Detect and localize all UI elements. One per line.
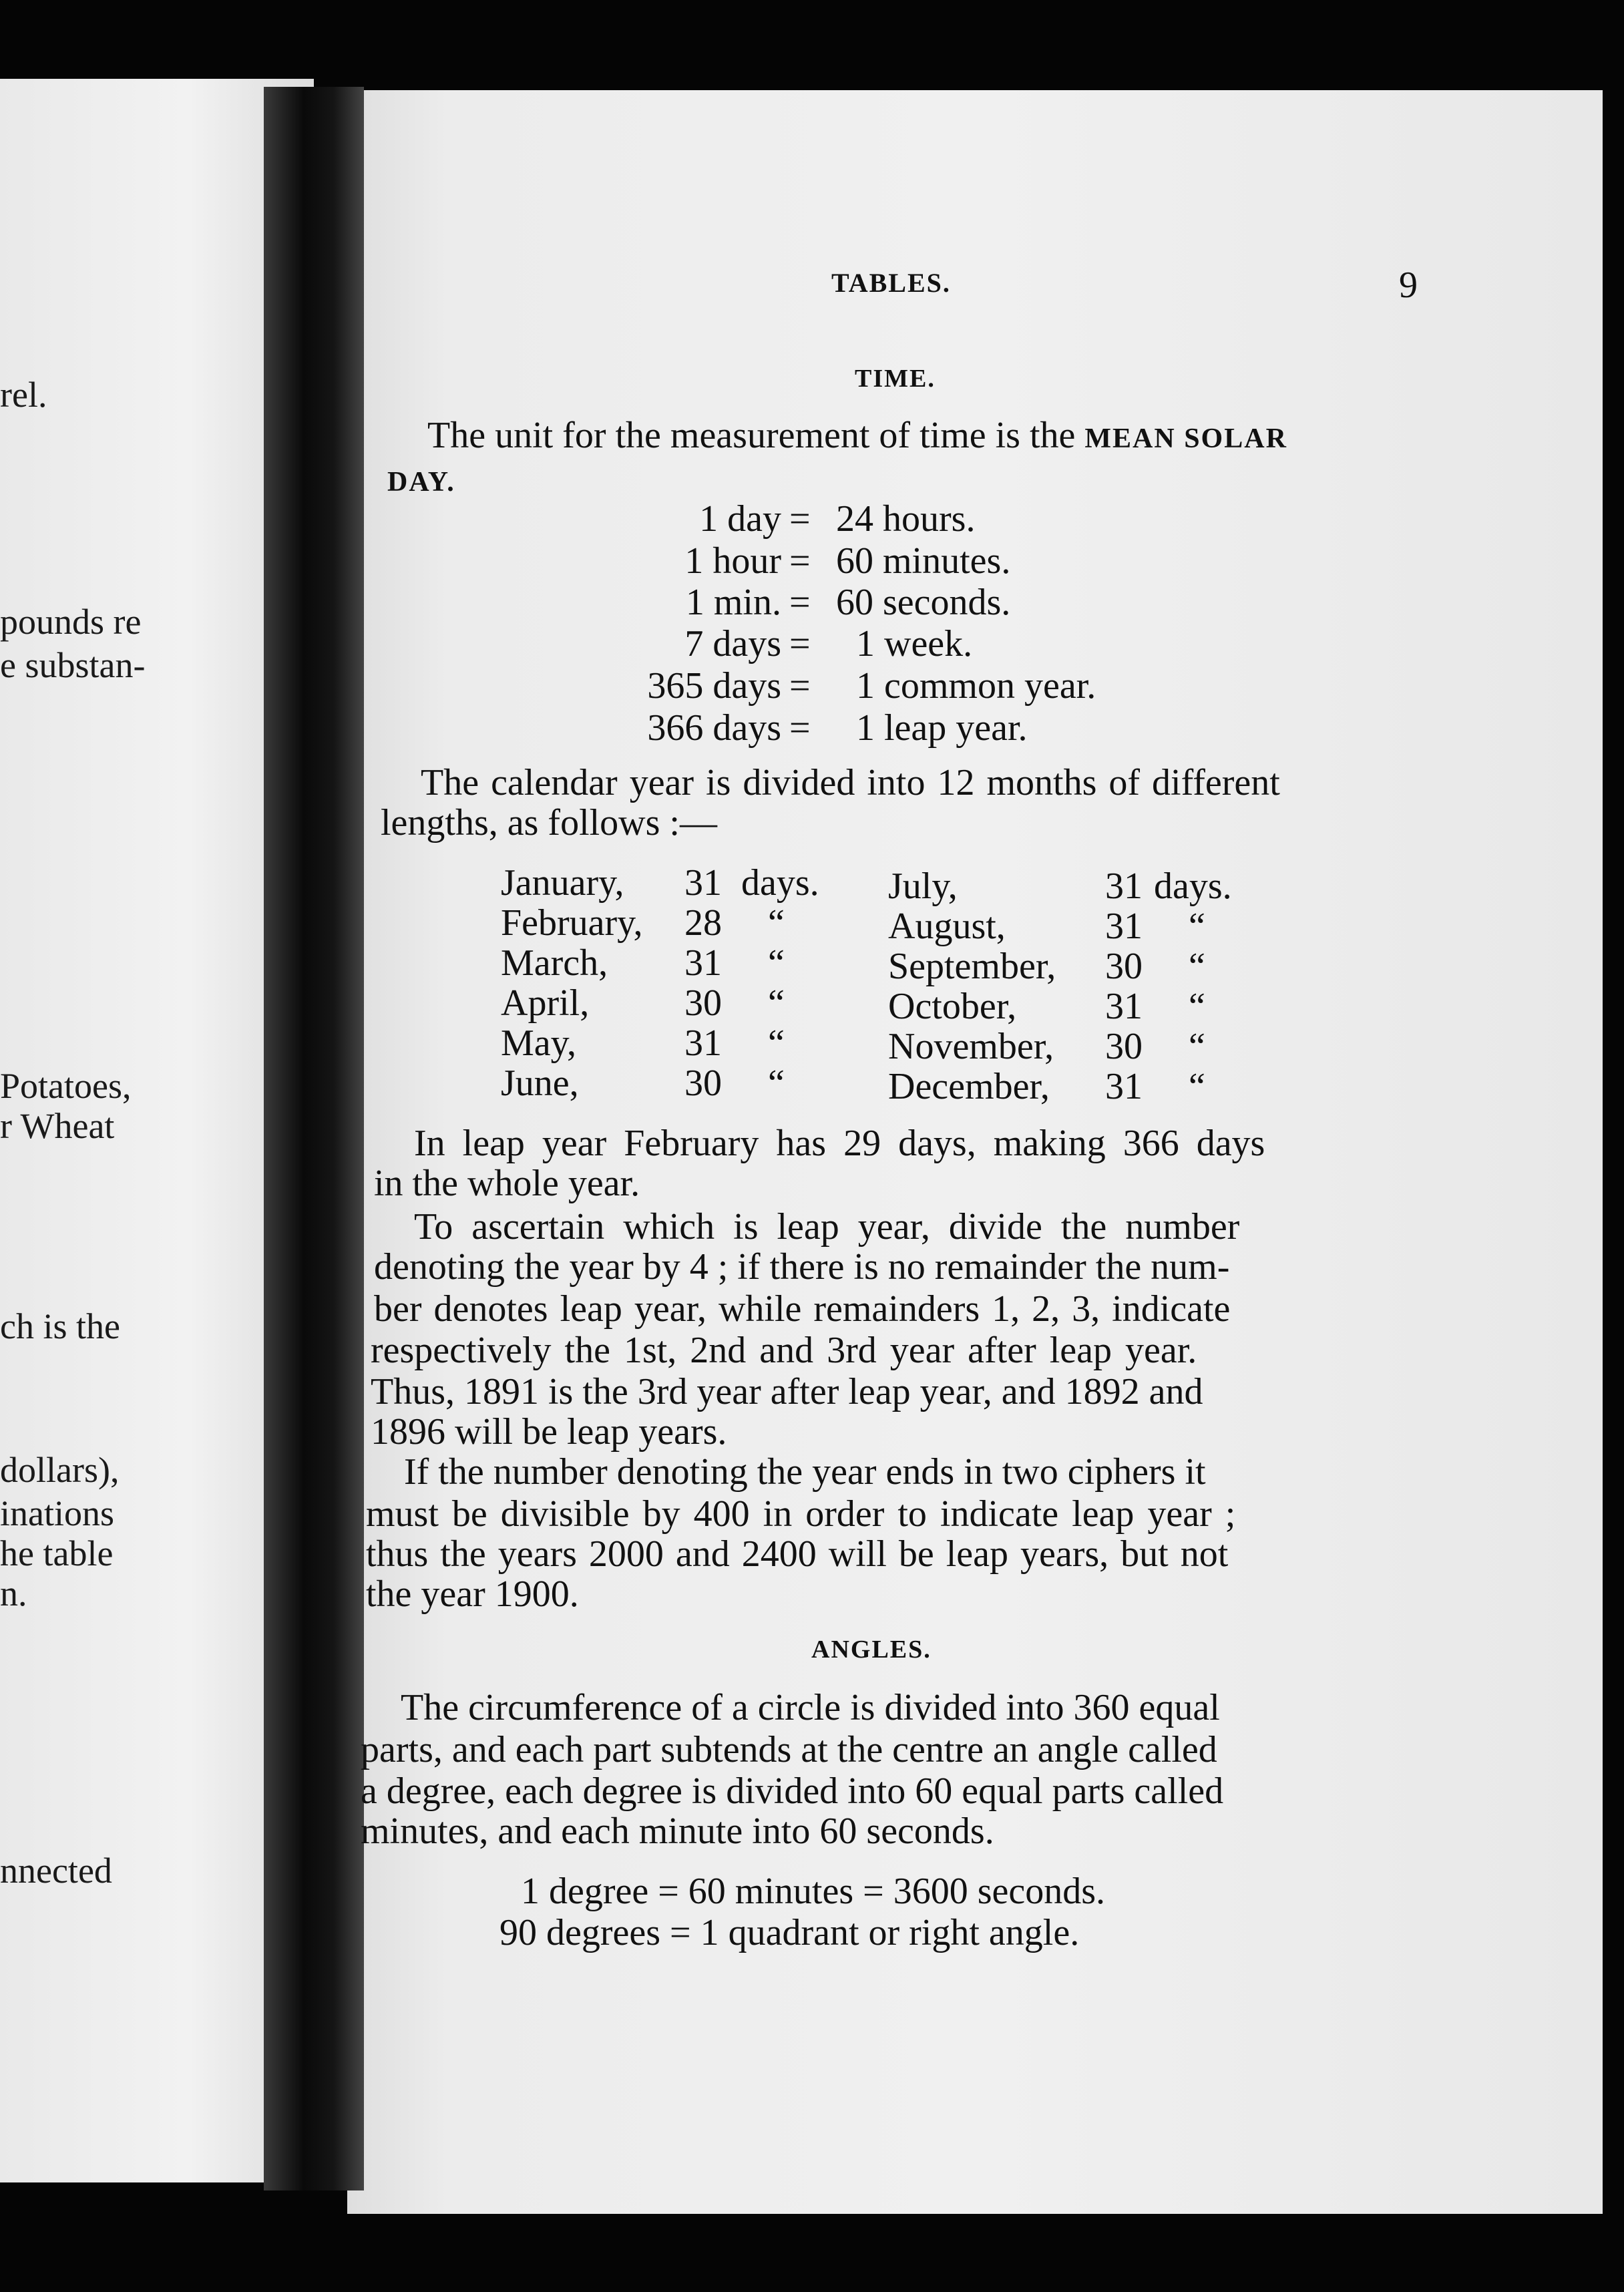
angle-equation-1: 1 degree = 60 minutes = 3600 seconds. [521,1871,1105,1912]
month-days: 31 [1105,986,1143,1027]
equiv-right: 1 week. [856,623,973,664]
left-fragment: dollars), [0,1450,120,1490]
ditto-mark: “ [1189,946,1205,987]
month-days: 30 [1105,946,1143,987]
left-fragment: e substan- [0,645,146,685]
text-line: in the whole year. [374,1163,640,1204]
text-line: thus the years 2000 and 2400 will be leap years, but not [366,1533,1229,1575]
month-name: November, [888,1026,1054,1067]
time-intro-text: The unit for the measurement of time is the [427,415,1076,456]
text-line: the year 1900. [366,1573,579,1615]
time-intro-line-2: DAY. [387,467,455,498]
left-fragment: r Wheat [0,1106,115,1146]
month-name: April, [501,982,590,1024]
month-name: December, [888,1066,1050,1107]
book-gutter [264,87,364,2190]
left-fragment: nnected [0,1851,112,1891]
month-name: June, [501,1063,579,1104]
month-days: 31 [1105,866,1143,907]
running-header: TABLES. [831,268,951,298]
equiv-left: 1 day [699,498,781,540]
ditto-mark: “ [768,1063,785,1104]
ditto-mark: “ [768,1022,785,1064]
ditto-mark: “ [1189,1066,1205,1107]
month-name: January, [501,862,624,904]
month-name: July, [888,866,958,907]
month-days: 30 [1105,1026,1143,1067]
equiv-left: 365 days [647,665,781,707]
text-line: Thus, 1891 is the 3rd year after leap year, and 1892 and [371,1371,1203,1412]
equiv-op: = [789,498,811,540]
equiv-left: 1 min. [685,582,781,623]
angle-equation-2: 90 degrees = 1 quadrant or right angle. [499,1912,1080,1953]
equiv-right: 1 leap year. [856,707,1028,749]
calendar-intro-line-2: lengths, as follows :— [381,802,717,843]
ditto-mark: “ [768,982,785,1024]
equiv-op: = [789,582,811,623]
equiv-right: 24 hours. [836,498,976,540]
month-days: 31 [684,862,722,904]
section-heading-time: TIME. [855,365,936,393]
month-name: March, [501,942,608,984]
left-fragment: inations [0,1493,114,1533]
month-days: 31 [684,942,722,984]
left-fragment: he table [0,1533,114,1573]
equiv-right: 60 minutes. [836,540,1011,582]
month-name: August, [888,906,1006,947]
text-line: denoting the year by 4 ; if there is no remainder the num- [374,1246,1230,1288]
text-line: To ascertain which is leap year, divide the number [414,1206,1240,1248]
month-days: 31 [1105,906,1143,947]
equiv-op: = [789,623,811,664]
month-days: 31 [1105,1066,1143,1107]
text-line: If the number denoting the year ends in two ciphers it [404,1451,1206,1493]
text-line: respectively the 1st, 2nd and 3rd year after leap year. [371,1330,1197,1371]
mean-solar-smallcaps: MEAN SOLAR [1084,423,1287,454]
left-fragment: pounds re [0,602,142,642]
equiv-left: 366 days [647,707,781,749]
text-line: The circumference of a circle is divided into 360 equal [401,1687,1220,1728]
left-fragment: ch is the [0,1306,120,1346]
month-unit: days. [1154,866,1232,907]
ditto-mark: “ [768,942,785,984]
equiv-left: 1 hour [684,540,781,582]
month-days: 28 [684,902,722,944]
month-name: May, [501,1022,577,1064]
month-name: October, [888,986,1017,1027]
equiv-right: 60 seconds. [836,582,1011,623]
text-line: a degree, each degree is divided into 60 equal parts called [361,1770,1224,1812]
text-line: ber denotes leap year, while remainders 1, 2, 3, indicate [374,1288,1231,1330]
ditto-mark: “ [1189,1026,1205,1067]
text-line: must be divisible by 400 in order to indicate leap year ; [366,1493,1236,1535]
month-name: February, [501,902,643,944]
calendar-intro-line-1: The calendar year is divided into 12 months of different [421,762,1280,803]
left-fragment: Potatoes, [0,1066,132,1106]
left-fragment: rel. [0,375,47,415]
left-fragment: n. [0,1573,27,1613]
equiv-op: = [789,665,811,707]
equiv-op: = [789,707,811,749]
month-name: September, [888,946,1056,987]
section-heading-angles: ANGLES. [811,1636,932,1664]
text-line: In leap year February has 29 days, making 366 days [414,1123,1265,1164]
ditto-mark: “ [1189,986,1205,1027]
equiv-left: 7 days [684,623,781,664]
ditto-mark: “ [768,902,785,944]
month-days: 31 [684,1022,722,1064]
text-line: parts, and each part subtends at the centre an angle called [361,1729,1217,1770]
text-line: 1896 will be leap years. [371,1411,727,1453]
month-unit: days. [741,862,819,904]
month-days: 30 [684,1063,722,1104]
page-number: 9 [1399,264,1418,306]
month-days: 30 [684,982,722,1024]
equiv-op: = [789,540,811,582]
time-intro-line-1 [427,414,1287,457]
text-line: minutes, and each minute into 60 seconds. [361,1810,994,1852]
ditto-mark: “ [1189,906,1205,947]
equiv-right: 1 common year. [856,665,1096,707]
